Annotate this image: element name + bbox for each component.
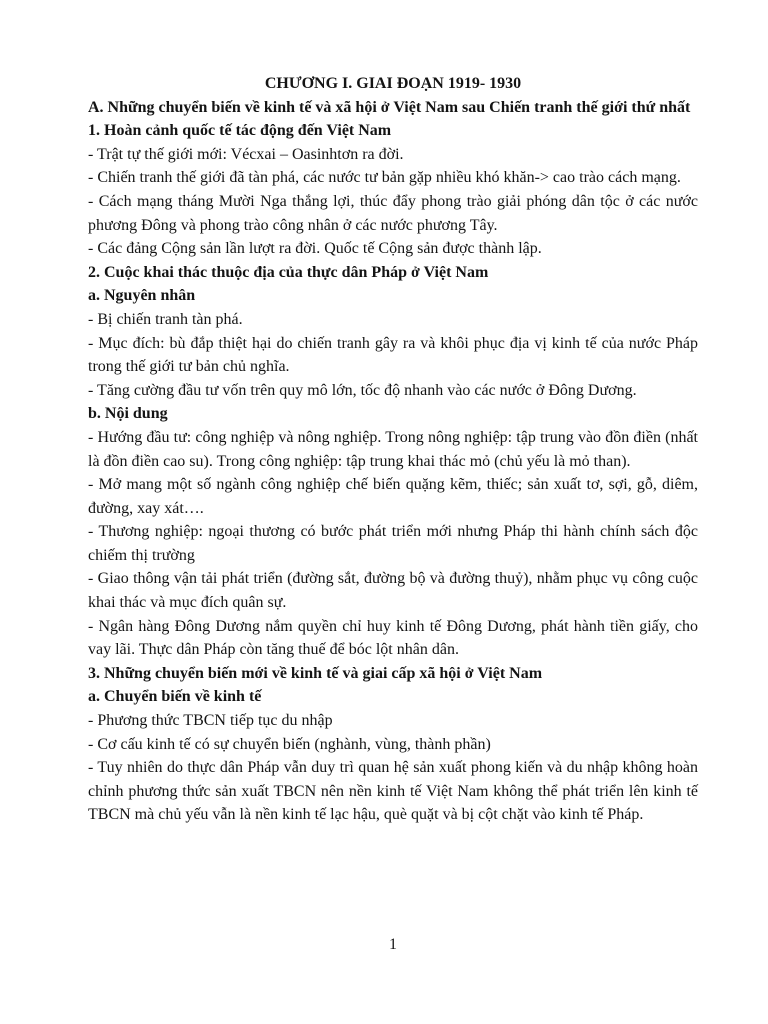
section-3a-heading: a. Chuyển biến về kinh tế xyxy=(88,688,262,706)
list-item: - Giao thông vận tải phát triển (đường sắt, đường bộ và đường thuỷ), nhằm phục vụ công cuộc khai thác và mục đích quân sự. xyxy=(88,570,698,612)
list-item: - Trật tự thế giới mới: Vécxai – Oasinhtơn ra đời. xyxy=(88,145,404,163)
list-item: - Tăng cường đầu tư vốn trên quy mô lớn, tốc độ nhanh vào các nước ở Đông Dương. xyxy=(88,381,637,399)
list-item: - Tuy nhiên do thực dân Pháp vẫn duy trì quan hệ sản xuất phong kiến và du nhập không hoàn chỉnh phương thức sản xuất TBCN nên nền kinh tế Việt Nam không thể phát triển lên kinh tế TBCN mà chủ yếu vẫn là nền kinh tế lạc hậu, què quặt và bị cột chặt vào kinh tế Pháp. xyxy=(88,759,698,824)
section-2-heading: 2. Cuộc khai thác thuộc địa của thực dân Pháp ở Việt Nam xyxy=(88,263,489,281)
list-item: - Cách mạng tháng Mười Nga thắng lợi, thúc đẩy phong trào giải phóng dân tộc ở các nước phương Đông và phong trào công nhân ở các nước phương Tây. xyxy=(88,192,698,234)
document-body xyxy=(88,72,698,827)
list-item: - Phương thức TBCN tiếp tục du nhập xyxy=(88,712,333,730)
page-number: 1 xyxy=(389,936,397,953)
list-item: - Mở mang một số ngành công nghiệp chế biến quặng kẽm, thiếc; sản xuất tơ, sợi, gỗ, diêm, đường, xay xát…. xyxy=(88,476,698,517)
list-item: - Hướng đầu tư: công nghiệp và nông nghiệp. Trong nông nghiệp: tập trung vào đồn điền (nhất là đồn điền cao su). Trong công nghiệp: tập trung khai thác mỏ (chủ yếu là mỏ than). xyxy=(88,428,698,470)
list-item: - Chiến tranh thế giới đã tàn phá, các nước tư bản gặp nhiều khó khăn-> cao trào cách mạng. xyxy=(88,169,681,187)
section-2b-heading: b. Nội dung xyxy=(88,405,168,423)
list-item: - Các đảng Cộng sản lần lượt ra đời. Quốc tế Cộng sản được thành lập. xyxy=(88,240,542,258)
list-item: - Bị chiến tranh tàn phá. xyxy=(88,310,243,328)
section-a-heading: A. Những chuyển biến về kinh tế và xã hội ở Việt Nam sau Chiến tranh thế giới thứ nhất xyxy=(88,98,691,116)
list-item: - Thương nghiệp: ngoại thương có bước phát triển mới nhưng Pháp thi hành chính sách độc chiếm thị trường xyxy=(88,523,698,564)
list-item: - Cơ cấu kinh tế có sự chuyển biến (nghành, vùng, thành phần) xyxy=(88,735,491,753)
section-1-heading: 1. Hoàn cảnh quốc tế tác động đến Việt Nam xyxy=(88,122,392,140)
list-item: - Mục đích: bù đắp thiệt hại do chiến tranh gây ra và khôi phục địa vị kinh tế của nước Pháp trong thế giới tư bản chủ nghĩa. xyxy=(88,334,698,376)
section-3-heading: 3. Những chuyển biến mới về kinh tế và giai cấp xã hội ở Việt Nam xyxy=(88,664,543,682)
chapter-title: CHƯƠNG I. GIAI ĐOẠN 1919- 1930 xyxy=(264,75,522,92)
section-2a-heading: a. Nguyên nhân xyxy=(88,287,196,305)
list-item: - Ngân hàng Đông Dương nắm quyền chỉ huy kinh tế Đông Dương, phát hành tiền giấy, cho vay lãi. Thực dân Pháp còn tăng thuế để bóc lột nhân dân. xyxy=(88,617,698,659)
